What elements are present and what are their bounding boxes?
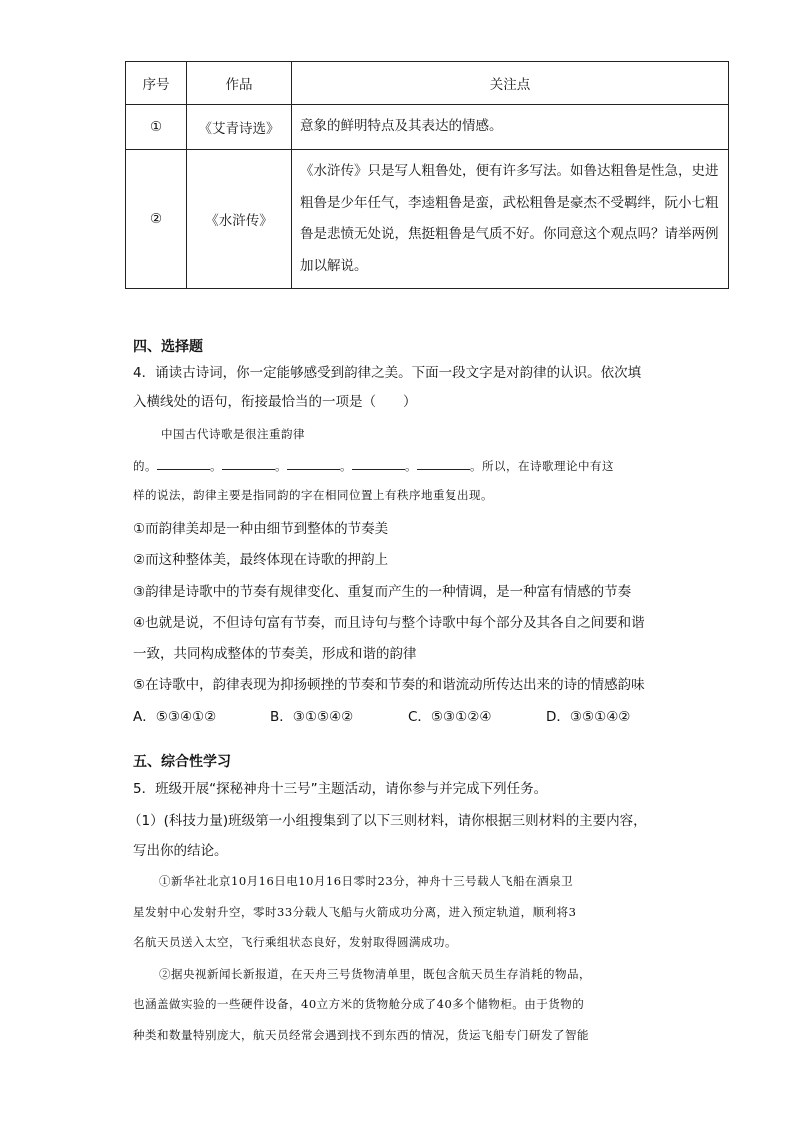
option-d: D．③⑤①④② [546,709,631,725]
passage-line-1: 中国古代诗歌是很注重韵律 [161,427,305,441]
sentence-item: 一致，共同构成整体的节奏美，形成和谐的韵律 [133,646,417,662]
row-number: ① [126,105,187,150]
fill-blank-3 [287,457,340,470]
table-header-row [126,62,729,105]
passage-line-2-end: 。所以，在诗歌理论中有这 [470,459,614,473]
row-number: ② [126,150,187,289]
header-number: 序号 [126,62,187,105]
sentence-item: ①而韵律美却是一种由细节到整体的节奏美 [133,521,389,537]
fill-blank-4 [352,457,405,470]
question-5-line-1: 5．班级开展“探秘神舟十三号”主题活动，请你参与并完成下列任务。 [133,781,548,797]
material-line: 种类和数量特别庞大，航天员经常会遇到找不到东西的情况，货运飞船专门研发了智能 [133,1028,589,1042]
option-b: B．③①⑤④② [270,709,354,725]
material-line: ②据央视新闻长新报道，在天舟三号货物清单里，既包含航天员生存消耗的物品， [159,967,591,981]
option-a: A．⑤③④①② [133,709,217,725]
row-focus: 《水浒传》只是写人粗鲁处，便有许多写法。如鲁达粗鲁是性急，史进粗鲁是少年任气，李逵粗鲁是蛮，武松粗鲁是豪杰不受羁绊，阮小七粗鲁是悲愤无处说，焦挺粗鲁是气质不好。你同意这个观点吗？请举两例加以解说。 [292,150,729,289]
row-work: 《艾青诗选》 [187,105,292,150]
passage-line-2-start: 的。 [133,459,157,473]
option-c: C．⑤③①②④ [408,709,492,725]
passage-line-3: 样的说法，韵律主要是指同韵的字在相同位置上有秩序地重复出现。 [133,488,493,502]
fill-blank-2 [222,457,275,470]
question-5-sub-line-1: （1）(科技力量)班级第一小组搜集到了以下三则材料，请你根据三则材料的主要内容， [128,813,647,829]
section-4-title: 四、选择题 [133,339,203,355]
fill-blank-5 [417,457,470,470]
reading-focus-table [125,61,729,289]
sentence-item: ④也就是说，不但诗句富有节奏，而且诗句与整个诗歌中每个部分及其各自之间要和谐 [133,615,645,631]
section-5-title: 五、综合性学习 [133,754,231,770]
question-4-line-1: 4．诵读古诗词，你一定能够感受到韵律之美。下面一段文字是对韵律的认识。依次填 [133,365,642,381]
sentence-item: ②而这种整体美，最终体现在诗歌的押韵上 [133,552,389,568]
material-line: 星发射中心发射升空，零时33分载人飞船与火箭成功分离，进入预定轨道，顺利将3 [133,905,577,919]
sentence-item: ⑤在诗歌中，韵律表现为抑扬顿挫的节奏和节奏的和谐流动所传达出来的诗的情感韵味 [133,677,645,693]
passage-line-2: 的。 。 。 。 。 。所以，在诗歌理论中有这 [133,459,614,473]
question-4-line-2: 入横线处的语句，衔接最恰当的一项是（ ） [133,394,417,410]
table-row [126,150,729,289]
row-work: 《水浒传》 [187,150,292,289]
question-5-sub-line-2: 写出你的结论。 [133,843,228,859]
material-line: 名航天员送入太空，飞行乘组状态良好，发射取得圆满成功。 [133,935,457,949]
row-focus: 意象的鲜明特点及其表达的情感。 [292,105,729,150]
material-line: ①新华社北京10月16日电10月16日零时23分，神舟十三号载人飞船在酒泉卫 [159,874,574,888]
material-line: 也涵盖做实验的一些硬件设备，40立方米的货物舱分成了40多个储物柜。由于货物的 [133,997,585,1011]
fill-blank-1 [157,457,210,470]
header-focus: 关注点 [292,62,729,105]
sentence-item: ③韵律是诗歌中的节奏有规律变化、重复而产生的一种情调，是一种富有情感的节奏 [133,584,632,600]
table-row [126,105,729,150]
header-work: 作品 [187,62,292,105]
